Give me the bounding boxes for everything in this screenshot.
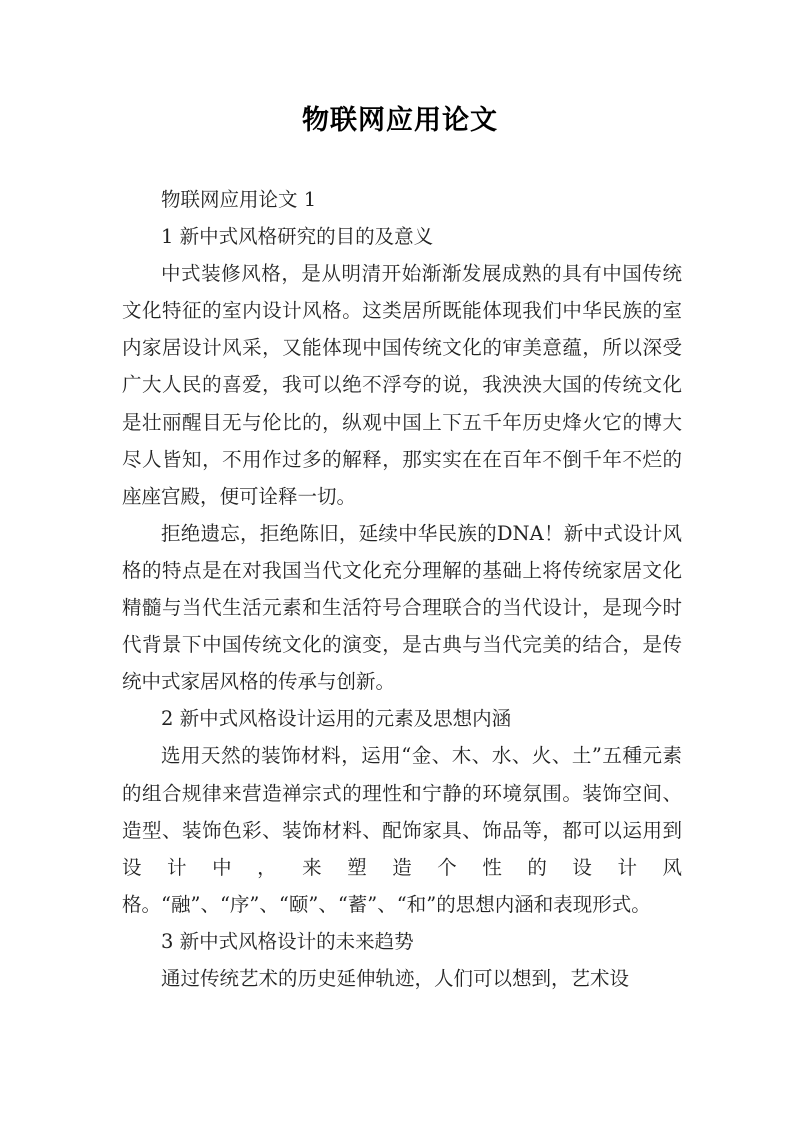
section-heading-2: 2 新中式风格设计运用的元素及思想内涵 [161,707,512,731]
body-paragraph: 拒绝遗忘，拒绝陈旧，延续中华民族的DNA！新中式设计风格的特点是在对我国当代文化充分理解的基础上将传统家居文化精髓与当代生活元素和生活符号合理联合的当代设计，是现今时代背景下中国传统文化的演变，是古典与当代完美的结合，是传统中式家居风格的传承与创新。 [122,521,682,694]
body-paragraph: 通过传统艺术的历史延伸轨迹，人们可以想到，艺术设 [161,966,630,990]
body-paragraph: 选用天然的装饰材料，运用“金、木、水、火、土”五種元素的组合规律来营造禅宗式的理性和宁静的环境氛围。装饰空间、造型、装饰色彩、装饰材料、配饰家具、饰品等，都可以运用到设计中，来塑造个性的设计风格。“融”、“序”、“颐”、“蓄”、“和”的思想内涵和表现形式。 [122,744,682,916]
section-heading-main: 物联网应用论文 1 [161,188,317,211]
section-heading-3: 3 新中式风格设计的未来趋势 [161,929,414,953]
document-title: 物联网应用论文 [302,105,498,136]
body-paragraph: 中式装修风格，是从明清开始渐渐发展成熟的具有中国传统文化特征的室内设计风格。这类居所既能体现我们中华民族的室内家居设计风采，又能体现中国传统文化的审美意蕴，所以深受广大人民的喜爱，我可以绝不浮夸的说，我泱泱大国的传统文化是壮丽醒目无与伦比的，纵观中国上下五千年历史烽火它的博大尽人皆知，不用作过多的解释，那实实在在百年不倒千年不烂的座座宫殿，便可诠释一切。 [122,262,682,508]
document-body [122,181,682,997]
section-heading-1: 1 新中式风格研究的目的及意义 [161,225,434,249]
